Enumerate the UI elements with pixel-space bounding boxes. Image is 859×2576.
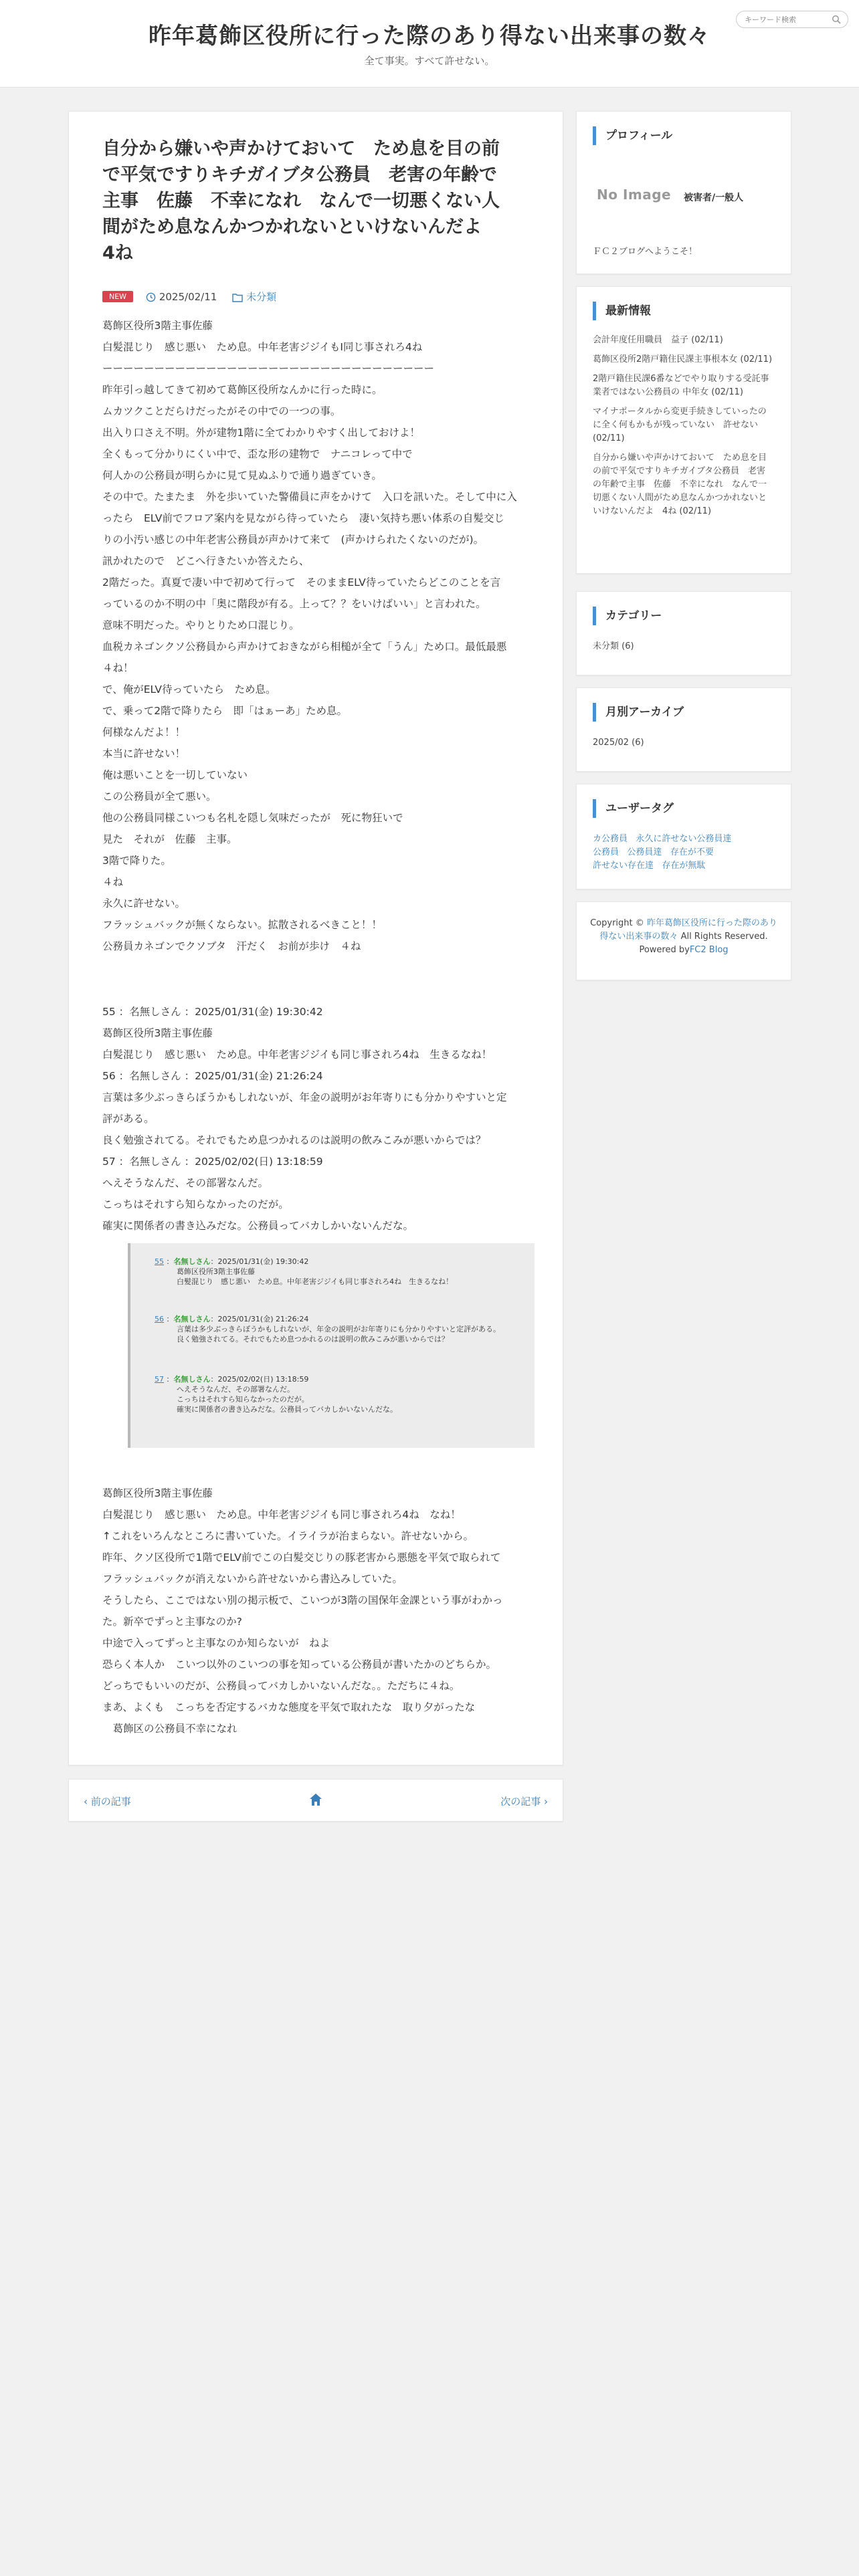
closing-line: 昨年、クソ区役所で1階でELV前でこの白髪交じりの豚老害から悪態を平気で取られて: [102, 1551, 501, 1564]
body-line: 白髪混じり 感じ悪い ため息。中年老害ジジイもI同じ事されろ4ね: [102, 341, 423, 353]
body-line: 本当に許せない！: [102, 748, 186, 760]
recent-posts-list: [593, 334, 773, 524]
body-line: で、乗って2階で降りたら 即「はぁーあ」ため息。: [102, 705, 348, 717]
user-tags-widget: [576, 784, 791, 889]
body-line: 訊かれたので どこへ行きたいか答えたら、: [102, 555, 310, 567]
comment-line: 良く勉強されてる。それでもため息つかれるのは説明の飲みこみが悪いからでは？: [102, 1134, 486, 1146]
widget-heading: 月別アーカイブ: [593, 703, 684, 722]
body-line: 3階で降りた。: [102, 855, 171, 867]
comment-line: 56 ：名無しさん ：2025/01/31(金) 21:26:24: [102, 1070, 323, 1082]
body-line: 永久に許せない。: [102, 897, 186, 909]
folder-icon: [232, 293, 243, 302]
article-card: [68, 111, 563, 1765]
body-line: っているのか不明の中「奥に階段が有る。上って？？をいけばいい」と言われた。: [102, 598, 486, 610]
comment-line: 評がある。: [102, 1113, 155, 1125]
widget-heading: カテゴリー: [593, 607, 662, 625]
comment-number-link[interactable]: 56: [155, 1315, 164, 1323]
closing-line: まあ、よくも こっちを否定するバカな態度を平気で取れたな 取り夕がったな: [102, 1701, 476, 1713]
post-category-link[interactable]: 未分類: [232, 290, 276, 304]
body-line: 何人かの公務員が明らかに見て見ぬふりで通り過ぎていき。: [102, 469, 382, 481]
recent-post-item[interactable]: 自分から嫌いや声かけておいて ため息を目の前で平気ですりキチガイブタ公務員 老害の年齢で主事 佐藤 不幸になれ なんで一切悪くない人間がため息なんかつかれないといけないんだよ 4ね (02/11): [593, 453, 767, 516]
post-title: 自分から嫌いや声かけておいて ため息を目の前 で平気ですりキチガイブタ公務員 老害の年齢で 主事 佐藤 不幸になれ なんで一切悪くない人 間がため息なんかつかれないといけないんだよ 4ね: [102, 138, 500, 263]
comment-line: へえそうなんだ、その部署なんだ。: [102, 1177, 269, 1189]
body-line: 出入り口さえ不明。外が建物1階に全てわかりやすく出しておけよ！: [102, 427, 420, 439]
tag-link[interactable]: 許せない存在達: [593, 861, 654, 871]
search-box[interactable]: [736, 11, 848, 28]
tag-link[interactable]: 公務員: [593, 847, 619, 857]
body-line: ４ね！: [102, 662, 134, 674]
recent-post-item[interactable]: 2階戸籍住民課6番などでやり取りする受託事業者ではない公務員の 中年女 (02/11): [593, 374, 769, 397]
copyright-text: Copyright © 昨年葛飾区役所に行った際のあり得ない出来事の数々 All Rights Reserved. Powered byFC2 Blog: [590, 918, 777, 955]
body-line: 血税カネゴンクソ公務員から声かけておきながら相槌が全て「うん」ため口。最低最悪: [102, 641, 507, 653]
quoted-comments-screenshot: [128, 1243, 535, 1448]
new-badge: NEW: [102, 291, 133, 302]
closing-text: [102, 1483, 531, 1739]
category-link[interactable]: 未分類 (6): [593, 641, 634, 651]
recent-post-item[interactable]: マイナポータルから変更手続きしていったのに全く何もかもが残っていない 許せない (02/11): [593, 407, 767, 443]
chevron-left-icon: ‹: [84, 1796, 91, 1808]
widget-heading: ユーザータグ: [593, 799, 674, 818]
site-title[interactable]: 昨年葛飾区役所に行った際のあり得ない出来事の数々: [149, 23, 710, 49]
closing-line: た。新卒でずっと主事なのか?: [102, 1616, 242, 1628]
clock-icon: [146, 292, 156, 302]
tag-link[interactable]: 公務員達: [627, 847, 662, 857]
body-line: 葛飾区役所3階主事佐藤: [102, 320, 213, 332]
comments-text: [102, 1001, 531, 1237]
recent-post-item[interactable]: 葛飾区役所2階戸籍住民課主事根本女 (02/11): [593, 354, 773, 364]
comment-line: 言葉は多少ぶっきらぼうかもしれないが、年金の説明がお年寄りにも分かりやすいと定: [102, 1091, 507, 1103]
fc2-blog-link[interactable]: FC2 Blog: [689, 945, 729, 955]
closing-line: そうしたら、ここではない別の掲示板で、こいつが3階の国保年金課という事がわかっ: [102, 1594, 503, 1606]
body-line: この公務員が全て悪い。: [102, 790, 217, 802]
body-line: 他の公務員同様こいつも名札を隠し気味だったが 死に物狂いで: [102, 812, 403, 824]
body-line: ４ね: [102, 876, 124, 888]
search-input[interactable]: [743, 13, 826, 25]
tag-link[interactable]: 永久に許せない公務員達: [636, 834, 732, 844]
comment-line: こっちはそれすら知らなかったのだが。: [102, 1198, 289, 1210]
post-date: 2025/02/11: [146, 291, 217, 303]
body-line: 見た それが 佐藤 主事。: [102, 833, 237, 845]
search-icon[interactable]: [832, 15, 841, 24]
site-header: [0, 0, 859, 88]
recent-post-item[interactable]: 会計年度任用職員 益子 (02/11): [593, 335, 723, 345]
comment-line: 55 ：名無しさん ：2025/01/31(金) 19:30:42: [102, 1006, 323, 1018]
body-line: 2階だった。真夏で凄い中で初めて行って そのままELV待っていたらどこのことを言: [102, 576, 501, 588]
profile-avatar-placeholder: No Image: [597, 187, 672, 203]
body-line: 全くもって分かりにくい中で、歪な形の建物で ナニコレって中で: [102, 448, 413, 460]
comment-line: 葛飾区役所3階主事佐藤: [102, 1027, 213, 1039]
comment-line: 白髪混じり 感じ悪い ため息。中年老害ジジイも同じ事されろ4ね 生きるなね！: [102, 1049, 492, 1061]
body-line: 何様なんだよ！！: [102, 726, 186, 738]
body-line: 意味不明だった。やりとりため口混じり。: [102, 619, 300, 631]
body-line: 昨年引っ越してきて初めて葛飾区役所なんかに行った時に。: [102, 384, 383, 396]
tag-link[interactable]: 存在が無駄: [662, 861, 706, 871]
closing-line: 恐らく本人か こいつ以外のこいつの事を知っている公務員が書いたかのどちらか。: [102, 1658, 497, 1671]
profile-message: ＦＣ２ブログへようこそ！: [593, 247, 698, 257]
body-line: フラッシュバックが無くならない。拡散されるべきこと！！: [102, 919, 382, 931]
post-meta: [102, 290, 288, 303]
chevron-right-icon: ›: [541, 1796, 548, 1808]
profile-widget: [576, 111, 791, 274]
comment-line: 57 ：名無しさん ：2025/02/02(日) 13:18:59: [102, 1156, 323, 1168]
next-post-link[interactable]: 次の記事 ›: [500, 1796, 548, 1808]
site-description: 全て事実。すべて許せない。: [364, 55, 495, 67]
home-icon[interactable]: [308, 1792, 324, 1808]
body-line: 俺は悪いことを一切していない: [102, 769, 248, 781]
quoted-comment: 56 ：名無しさん：2025/01/31(金) 21:26:24 言葉は多少ぶっきらぼうかもしれないが、年金の説明がお年寄りにも分かりやすいと定評がある。 良く勉強されてる。それでもため息つかれるのは説明の飲みこみが悪いからでは？: [155, 1315, 500, 1344]
body-line: 公務員カネゴンでクソブタ 汗だく お前が歩け ４ね: [102, 940, 361, 952]
category-widget: [576, 591, 791, 675]
closing-line: どっちでもいいのだが、公務員ってバカしかいないんだな。。ただちに４ね。: [102, 1680, 460, 1692]
tag-link[interactable]: カ公務員: [593, 834, 628, 844]
tag-link[interactable]: 存在が不要: [670, 847, 714, 857]
comment-number-link[interactable]: 55: [155, 1257, 164, 1266]
closing-line: 葛飾区の公務員不幸になれ: [102, 1723, 237, 1735]
body-line: で、俺がELV待っていたら ため息。: [102, 683, 276, 695]
closing-line: 中途で入ってずっと主事なのか知らないが ねよ: [102, 1637, 330, 1649]
recent-posts-widget: [576, 286, 791, 574]
comment-line: 確実に関係者の書き込みだな。公務員ってバカしかいないんだな。: [102, 1220, 414, 1232]
post-body: [102, 315, 531, 957]
copyright-widget: [576, 901, 791, 980]
quoted-comment: 55 ：名無しさん：2025/01/31(金) 19:30:42 葛飾区役所3階主事佐藤 白髪混じり 感じ悪い ため息。中年老害ジジイも同じ事されろ4ね 生きるなね！: [155, 1257, 454, 1286]
archive-widget: [576, 687, 791, 772]
widget-heading: プロフィール: [593, 126, 672, 145]
body-line: ムカツクことだらけだったがその中での一つの事。: [102, 405, 341, 417]
widget-heading: 最新情報: [593, 302, 651, 320]
body-line: ったら ELV前でフロア案内を見ながら待っていたら 凄い気持ち悪い体系の自髪交じ: [102, 512, 504, 524]
body-line: りの小汚い感じの中年老害公務員が声かけて来て (声かけられたくないのだが)。: [102, 534, 484, 546]
body-line: その中で。たまたま 外を歩いていた警備員に声をかけて 入口を訊いた。そして中に入: [102, 491, 517, 503]
closing-line: フラッシュバックが消えないから許せないから書込みしていた。: [102, 1573, 403, 1585]
closing-line: ↑これをいろんなところに書いていた。イライラが治まらない。許せないから。: [102, 1530, 474, 1542]
post-pager: [68, 1779, 563, 1822]
profile-name: 被害者/一般人: [684, 193, 744, 203]
closing-line: 葛飾区役所3階主事佐藤: [102, 1487, 213, 1499]
body-line: ーーーーーーーーーーーーーーーーーーーーーーーーーーーーーーーー: [102, 362, 435, 374]
site-home-link[interactable]: 昨年葛飾区役所に行った際のあり得ない出来事の数々: [599, 918, 777, 942]
closing-line: 白髪混じり 感じ悪い ため息。中年老害ジジイも同じ事されろ4ね なね！: [102, 1509, 461, 1521]
comment-number-link[interactable]: 57: [155, 1375, 164, 1384]
archive-link[interactable]: 2025/02 (6): [593, 738, 644, 748]
quoted-comment: 57 ：名無しさん：2025/02/02(日) 13:18:59 へえそうなんだ、その部署なんだ。 こっちはそれすら知らなかったのだが。 確実に関係者の書き込みだな。公務員ってバカしかいないんだな。: [155, 1375, 397, 1414]
prev-post-link[interactable]: ‹ 前の記事: [84, 1796, 131, 1808]
